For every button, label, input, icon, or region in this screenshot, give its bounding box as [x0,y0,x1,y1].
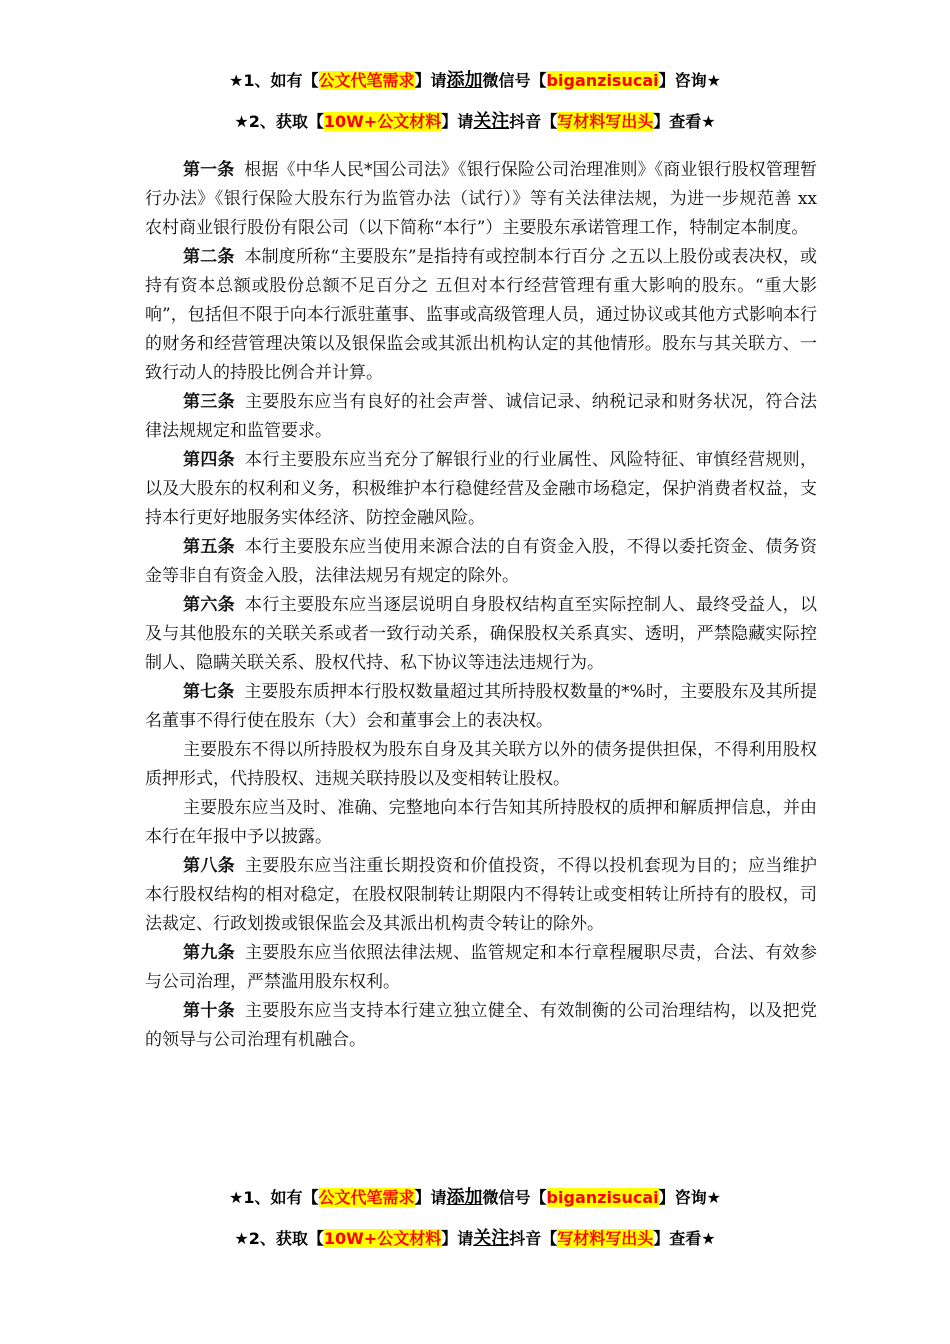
article-text: 主要股东应当依照法律法规、监管规定和本行章程履职尽责，合法、有效参与公司治理，严禁滥用股东权利。 [145,943,818,992]
promo-text: 】请 [414,71,447,90]
article-label: 第一条 [183,160,235,180]
footer-promo-line-2 [0,1228,950,1250]
promo-text: 】查看★ [653,112,716,131]
article-paragraph [145,736,817,794]
promo-highlight: 写材料写出头 [557,112,654,131]
article-text: 主要股东应当及时、准确、完整地向本行告知其所持股权的质押和解质押信息，并由本行在年报中予以披露。 [145,798,817,847]
footer-promo-line-1 [0,1187,950,1209]
promo-highlight: biganzisucai [546,71,659,90]
article-text: 主要股东应当有良好的社会声誉、诚信记录、纳税记录和财务状况，符合法律法规规定和监管要求。 [145,392,818,441]
article-label: 第四条 [183,450,236,470]
article-text: 主要股东质押本行股权数量超过其所持股权数量的*%时，主要股东及其所提名董事不得行使在股东（大）会和董事会上的表决权。 [145,682,817,731]
document-body [145,156,817,1055]
promo-text: 】请 [414,1188,447,1207]
header-promo-line-1 [0,70,950,92]
article-paragraph [145,533,817,591]
article-paragraph [145,852,817,939]
promo-underline: 添加 [446,1187,483,1208]
promo-highlight: 公文代笔需求 [318,71,415,90]
article-text: 本行主要股东应当充分了解银行业的行业属性、风险特征、审慎经营规则，以及大股东的权利和义务，积极维护本行稳健经营及金融市场稳定，保护消费者权益，支持本行更好地服务实体经济、防控金融风险。 [145,450,818,528]
article-paragraph [145,591,817,678]
article-label: 第五条 [183,537,236,557]
promo-highlight: 10W+公文材料 [323,1229,442,1248]
promo-underline: 关注 [473,111,510,132]
article-label: 第三条 [183,392,236,412]
article-paragraph [145,243,817,388]
article-text: 主要股东应当支持本行建立独立健全、有效制衡的公司治理结构，以及把党的领导与公司治理有机融合。 [145,1001,818,1050]
promo-text: ★1、如有【 [229,71,319,90]
article-label: 第八条 [183,856,236,876]
promo-text: 】咨询★ [658,1188,721,1207]
article-label: 第六条 [183,595,236,615]
promo-underline: 添加 [446,70,483,91]
header-promo-line-2 [0,111,950,133]
article-paragraph [145,678,817,736]
promo-highlight: 写材料写出头 [557,1229,654,1248]
article-label: 第七条 [183,682,235,702]
promo-underline: 关注 [473,1228,510,1249]
article-paragraph [145,939,817,997]
promo-text: ★1、如有【 [229,1188,319,1207]
article-paragraph [145,794,817,852]
promo-highlight: 公文代笔需求 [318,1188,415,1207]
article-label: 第十条 [183,1001,236,1021]
promo-text: 】查看★ [653,1229,716,1248]
article-paragraph [145,997,817,1055]
article-text: 根据《中华人民*国公司法》《银行保险公司治理准则》《商业银行股权管理暂行办法》《银行保险大股东行为监管办法（试行）》等有关法律法规，为进一步规范善 xx 农村商业银行股份有限公司（以下简称“本行”）主要股东承诺管理工作，特制定本制度。 [145,160,818,238]
promo-highlight: biganzisucai [546,1188,659,1207]
article-paragraph [145,156,817,243]
article-text: 主要股东不得以所持股权为股东自身及其关联方以外的债务提供担保，不得利用股权质押形式，代持股权、违规关联持股以及变相转让股权。 [145,740,817,789]
promo-text: 】咨询★ [658,71,721,90]
promo-text: 微信号【 [482,71,547,90]
promo-text: ★2、获取【 [234,112,324,131]
promo-text: 】请 [441,1229,474,1248]
article-text: 本行主要股东应当逐层说明自身股权结构直至实际控制人、最终受益人，以及与其他股东的关联关系或者一致行动关系，确保股权关系真实、透明，严禁隐藏实际控制人、隐瞒关联关系、股权代持、私下协议等违法违规行为。 [145,595,818,673]
promo-text: 抖音【 [509,1229,558,1248]
promo-text: 】请 [441,112,474,131]
article-text: 主要股东应当注重长期投资和价值投资，不得以投机套现为目的；应当维护本行股权结构的相对稳定，在股权限制转让期限内不得转让或变相转让所持有的股权，司法裁定、行政划拨或银保监会及其派出机构责令转让的除外。 [145,856,818,934]
promo-text: ★2、获取【 [234,1229,324,1248]
promo-text: 微信号【 [482,1188,547,1207]
article-paragraph [145,388,817,446]
article-text: 本制度所称“主要股东”是指持有或控制本行百分 之五以上股份或表决权，或持有资本总额或股份总额不足百分之 五但对本行经营管理有重大影响的股东。“重大影响”，包括但不限于向本行派驻董事、监事或高级管理人员，通过协议或其他方式影响本行的财务和经营管理决策以及银保监会或其派出机构认定的其他情形。股东与其关联方、一致行动人的持股比例合并计算。 [145,247,817,383]
article-label: 第二条 [183,247,235,267]
article-text: 本行主要股东应当使用来源合法的自有资金入股，不得以委托资金、债务资金等非自有资金入股，法律法规另有规定的除外。 [145,537,818,586]
article-paragraph [145,446,817,533]
promo-highlight: 10W+公文材料 [323,112,442,131]
promo-text: 抖音【 [509,112,558,131]
article-label: 第九条 [183,943,236,963]
